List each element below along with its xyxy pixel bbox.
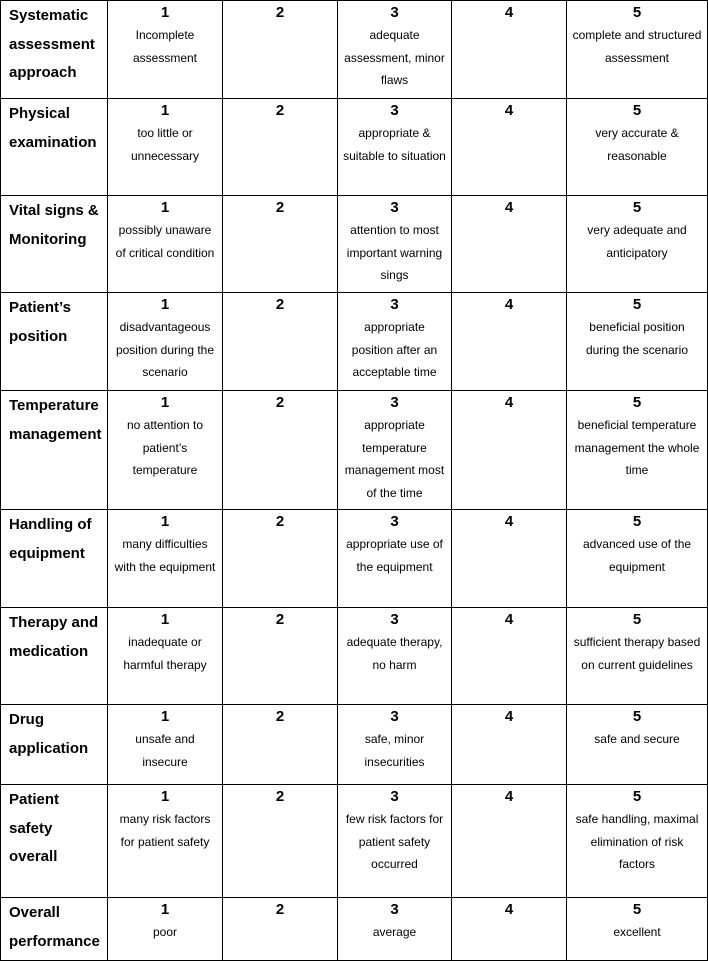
- criterion-row: [1, 1, 708, 99]
- score-number: 1: [160, 296, 170, 313]
- score-description: average: [372, 925, 417, 939]
- score-number: 3: [390, 394, 399, 411]
- score-number: 5: [632, 296, 642, 313]
- score-description: safe, minor insecurities: [364, 732, 425, 769]
- score-number: 5: [632, 4, 642, 21]
- score-description: complete and structured assessment: [572, 28, 702, 65]
- score-cell-1: [108, 1, 223, 99]
- score-number: 2: [275, 199, 285, 216]
- score-number: 2: [275, 513, 285, 530]
- score-description: appropriate & suitable to situation: [343, 126, 446, 163]
- criterion-row: [1, 785, 708, 898]
- score-cell-4: [452, 705, 567, 785]
- score-description: no attention to patient’s temperature: [126, 418, 204, 477]
- score-description: attention to most important warning sings: [346, 223, 443, 282]
- score-cell-3: [338, 510, 452, 608]
- score-cell-5: [567, 785, 708, 898]
- score-description: many risk factors for patient safety: [119, 812, 211, 849]
- score-number: 1: [160, 901, 170, 918]
- score-cell-4: [452, 391, 567, 510]
- score-description: unsafe and insecure: [135, 732, 195, 769]
- score-cell-2: [223, 196, 338, 293]
- score-number: 2: [275, 788, 285, 805]
- criterion-label: Overall performance: [1, 898, 108, 961]
- criterion-label: Patient safety overall: [1, 785, 108, 898]
- score-cell-5: [567, 705, 708, 785]
- score-cell-3: [338, 391, 452, 510]
- score-cell-3: [338, 898, 452, 961]
- score-cell-4: [452, 196, 567, 293]
- score-cell-2: [223, 510, 338, 608]
- score-number: 4: [504, 102, 514, 119]
- score-cell-5: [567, 391, 708, 510]
- score-number: 3: [390, 708, 399, 725]
- score-cell-4: [452, 608, 567, 705]
- score-description: adequate therapy, no harm: [346, 635, 443, 672]
- criterion-label: Handling of equipment: [1, 510, 108, 608]
- score-cell-2: [223, 391, 338, 510]
- score-cell-2: [223, 1, 338, 99]
- score-cell-1: [108, 293, 223, 391]
- score-number: 3: [390, 199, 399, 216]
- score-cell-2: [223, 608, 338, 705]
- score-description: excellent: [613, 925, 661, 939]
- score-description: too little or unnecessary: [130, 126, 200, 163]
- score-cell-4: [452, 785, 567, 898]
- criterion-label: Therapy and medication: [1, 608, 108, 705]
- score-description: very adequate and anticipatory: [587, 223, 687, 260]
- score-number: 1: [160, 611, 170, 628]
- score-description: disadvantageous position during the scenario: [115, 320, 215, 379]
- score-number: 2: [275, 611, 285, 628]
- score-cell-4: [452, 1, 567, 99]
- criterion-row: [1, 196, 708, 293]
- score-cell-4: [452, 510, 567, 608]
- score-number: 4: [504, 788, 514, 805]
- score-number: 3: [390, 788, 399, 805]
- score-cell-5: [567, 196, 708, 293]
- score-cell-3: [338, 608, 452, 705]
- score-number: 1: [160, 708, 170, 725]
- score-cell-1: [108, 99, 223, 196]
- score-number: 1: [160, 513, 170, 530]
- score-number: 2: [275, 901, 285, 918]
- score-description: safe handling, maximal elimination of risk factors: [575, 812, 699, 871]
- score-description: beneficial position during the scenario: [585, 320, 689, 357]
- score-cell-2: [223, 898, 338, 961]
- score-cell-5: [567, 1, 708, 99]
- score-number: 5: [632, 199, 642, 216]
- score-number: 5: [632, 708, 642, 725]
- score-cell-3: [338, 705, 452, 785]
- score-number: 4: [504, 708, 514, 725]
- criterion-row: [1, 608, 708, 705]
- criterion-row: [1, 510, 708, 608]
- score-description: poor: [152, 925, 178, 939]
- score-description: very accurate & reasonable: [595, 126, 679, 163]
- score-number: 5: [632, 102, 642, 119]
- score-number: 5: [632, 513, 642, 530]
- score-cell-1: [108, 196, 223, 293]
- score-description: Incomplete assessment: [132, 28, 198, 65]
- criterion-row: [1, 705, 708, 785]
- score-cell-3: [338, 1, 452, 99]
- score-number: 4: [504, 4, 514, 21]
- score-cell-5: [567, 510, 708, 608]
- score-cell-5: [567, 293, 708, 391]
- score-number: 1: [160, 4, 170, 21]
- score-cell-4: [452, 293, 567, 391]
- score-description: sufficient therapy based on current guidelines: [573, 635, 701, 672]
- score-number: 1: [160, 102, 170, 119]
- score-description: appropriate temperature management most of the time: [344, 418, 445, 500]
- criterion-label: Patient’s position: [1, 293, 108, 391]
- score-description: appropriate position after an acceptable time: [351, 320, 438, 379]
- score-number: 3: [390, 901, 399, 918]
- score-description: many difficulties with the equipment: [114, 537, 216, 574]
- score-cell-2: [223, 705, 338, 785]
- score-number: 2: [275, 102, 285, 119]
- score-cell-2: [223, 785, 338, 898]
- criterion-label: Systematic assessment approach: [1, 1, 108, 99]
- score-cell-1: [108, 705, 223, 785]
- score-cell-5: [567, 608, 708, 705]
- score-cell-3: [338, 196, 452, 293]
- score-description: appropriate use of the equipment: [346, 537, 443, 574]
- score-cell-4: [452, 99, 567, 196]
- criterion-row: [1, 293, 708, 391]
- score-number: 1: [160, 394, 170, 411]
- criterion-label: Vital signs & Monitoring: [1, 196, 108, 293]
- score-cell-2: [223, 99, 338, 196]
- score-description: safe and secure: [594, 732, 680, 746]
- score-number: 5: [632, 611, 642, 628]
- score-cell-3: [338, 99, 452, 196]
- criterion-row: [1, 99, 708, 196]
- score-number: 4: [504, 296, 514, 313]
- score-cell-1: [108, 510, 223, 608]
- score-cell-5: [567, 99, 708, 196]
- score-number: 3: [390, 296, 399, 313]
- score-number: 2: [275, 708, 285, 725]
- score-number: 3: [390, 4, 399, 21]
- score-number: 5: [632, 788, 642, 805]
- score-cell-1: [108, 391, 223, 510]
- score-description: adequate assessment, minor flaws: [344, 28, 445, 87]
- score-description: possibly unaware of critical condition: [115, 223, 215, 260]
- score-cell-4: [452, 898, 567, 961]
- score-number: 3: [390, 102, 399, 119]
- score-number: 1: [160, 199, 170, 216]
- score-cell-1: [108, 608, 223, 705]
- criterion-label: Drug application: [1, 705, 108, 785]
- score-cell-5: [567, 898, 708, 961]
- score-number: 2: [275, 296, 285, 313]
- score-cell-3: [338, 785, 452, 898]
- score-cell-1: [108, 898, 223, 961]
- score-description: inadequate or harmful therapy: [123, 635, 207, 672]
- rating-scale-body: [1, 1, 708, 961]
- score-description: advanced use of the equipment: [582, 537, 692, 574]
- criterion-row: [1, 898, 708, 961]
- score-number: 3: [390, 611, 399, 628]
- score-number: 4: [504, 199, 514, 216]
- score-description: beneficial temperature management the whole time: [574, 418, 700, 477]
- score-number: 3: [390, 513, 399, 530]
- score-number: 4: [504, 611, 514, 628]
- score-number: 4: [504, 513, 514, 530]
- score-number: 2: [275, 4, 285, 21]
- score-number: 5: [632, 901, 642, 918]
- score-cell-2: [223, 293, 338, 391]
- score-number: 4: [504, 394, 514, 411]
- score-number: 1: [160, 788, 170, 805]
- criterion-row: [1, 391, 708, 510]
- score-description: few risk factors for patient safety occurred: [345, 812, 444, 871]
- score-number: 4: [504, 901, 514, 918]
- criterion-label: Temperature management: [1, 391, 108, 510]
- score-number: 2: [275, 394, 285, 411]
- score-number: 5: [632, 394, 642, 411]
- score-cell-1: [108, 785, 223, 898]
- score-cell-3: [338, 293, 452, 391]
- criterion-label: Physical examination: [1, 99, 108, 196]
